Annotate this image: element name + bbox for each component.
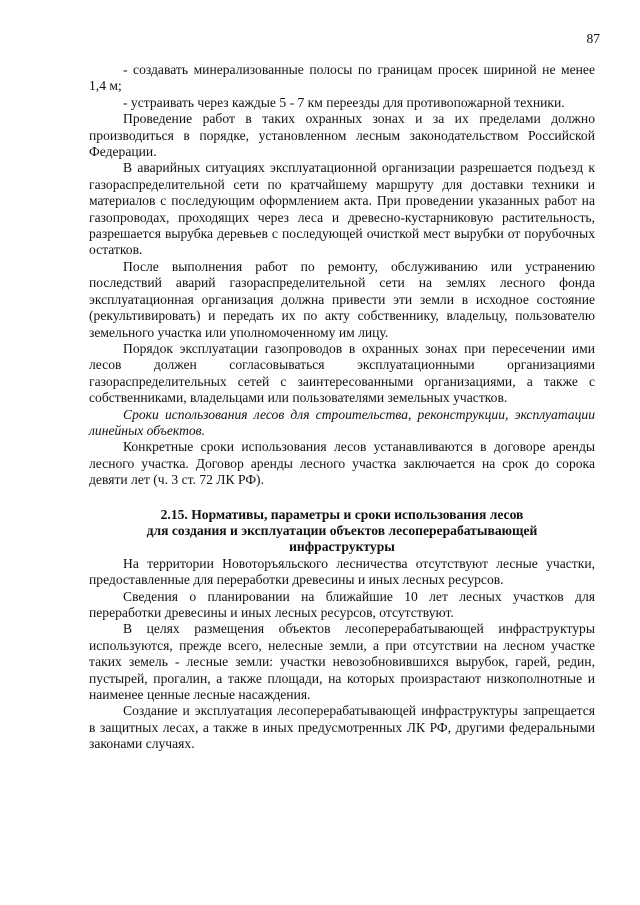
paragraph: В аварийных ситуациях эксплуатационной организации разрешается подъезд к газораспределительной сети по кратчайшему маршруту для доставки техники и материалов с последующим оформлением акта. При проведении указанных работ на газопроводах, проходящих через леса и древесно-кустарниковую растительность, разрешается вырубка деревьев с последующей очисткой мест вырубки от порубочных остатков. [89,160,595,258]
paragraph: Порядок эксплуатации газопроводов в охранных зонах при пересечении ими лесов должен согласовываться эксплуатационными организациями газораспределительных сетей с заинтересованными организациями, а также с собственниками, владельцами или пользователями земельных участков. [89,340,595,406]
paragraph: Проведение работ в таких охранных зонах и за их пределами должно производиться в порядке, установленном лесным законодательством Российской Федерации. [89,111,595,160]
paragraph: После выполнения работ по ремонту, обслуживанию или устранению последствий аварий газораспределительной сети на землях лесного фонда эксплуатационная организация должна привести эти земли в исходное состояние (рекультивировать) и передать их по акту собственнику, владельцу, пользователю земельного участка или уполномоченному им лицу. [89,258,595,340]
page-number: 87 [586,31,600,46]
paragraph: Конкретные сроки использования лесов устанавливаются в договоре аренды лесного участка. Договор аренды лесного участка заключается на срок до сорока девяти лет (ч. 3 ст. 72 ЛК РФ). [89,439,595,488]
paragraph: Создание и эксплуатация лесоперерабатывающей инфраструктуры запрещается в защитных лесах, а также в иных предусмотренных ЛК РФ, другими федеральными законами случаях. [89,703,595,752]
page-content [89,62,595,753]
paragraph: На территории Новоторъяльского лесничества отсутствуют лесные участки, предоставленные для переработки древесины и иных лесных ресурсов. [89,555,595,588]
paragraph: - устраивать через каждые 5 - 7 км переезды для противопожарной техники. [123,94,565,110]
section-heading [89,507,595,556]
section-heading-line: 2.15. Нормативы, параметры и сроки использования лесов [160,506,524,522]
section-heading-line: для создания и эксплуатации объектов лесоперерабатывающей [146,522,538,538]
paragraph: - создавать минерализованные полосы по границам просек шириной не менее 1,4 м; [89,62,595,94]
paragraph: В целях размещения объектов лесоперерабатывающей инфраструктуры используются, прежде всего, нелесные земли, а при отсутствии на лесном участке таких земель - лесные земли: участки невозобновившихся вырубок, гарей, редин, пустырей, прогалин, а также площади, на которых произрастают низкополнотные и наименее ценные лесные насаждения. [89,621,595,703]
paragraph: Сведения о планировании на ближайшие 10 лет лесных участков для переработки древесины и иных лесных ресурсов, отсутствуют. [89,588,595,620]
section-heading-line: инфраструктуры [289,539,395,555]
italic-subheading: Сроки использования лесов для строительства, реконструкции, эксплуатации линейных объектов. [89,406,595,438]
